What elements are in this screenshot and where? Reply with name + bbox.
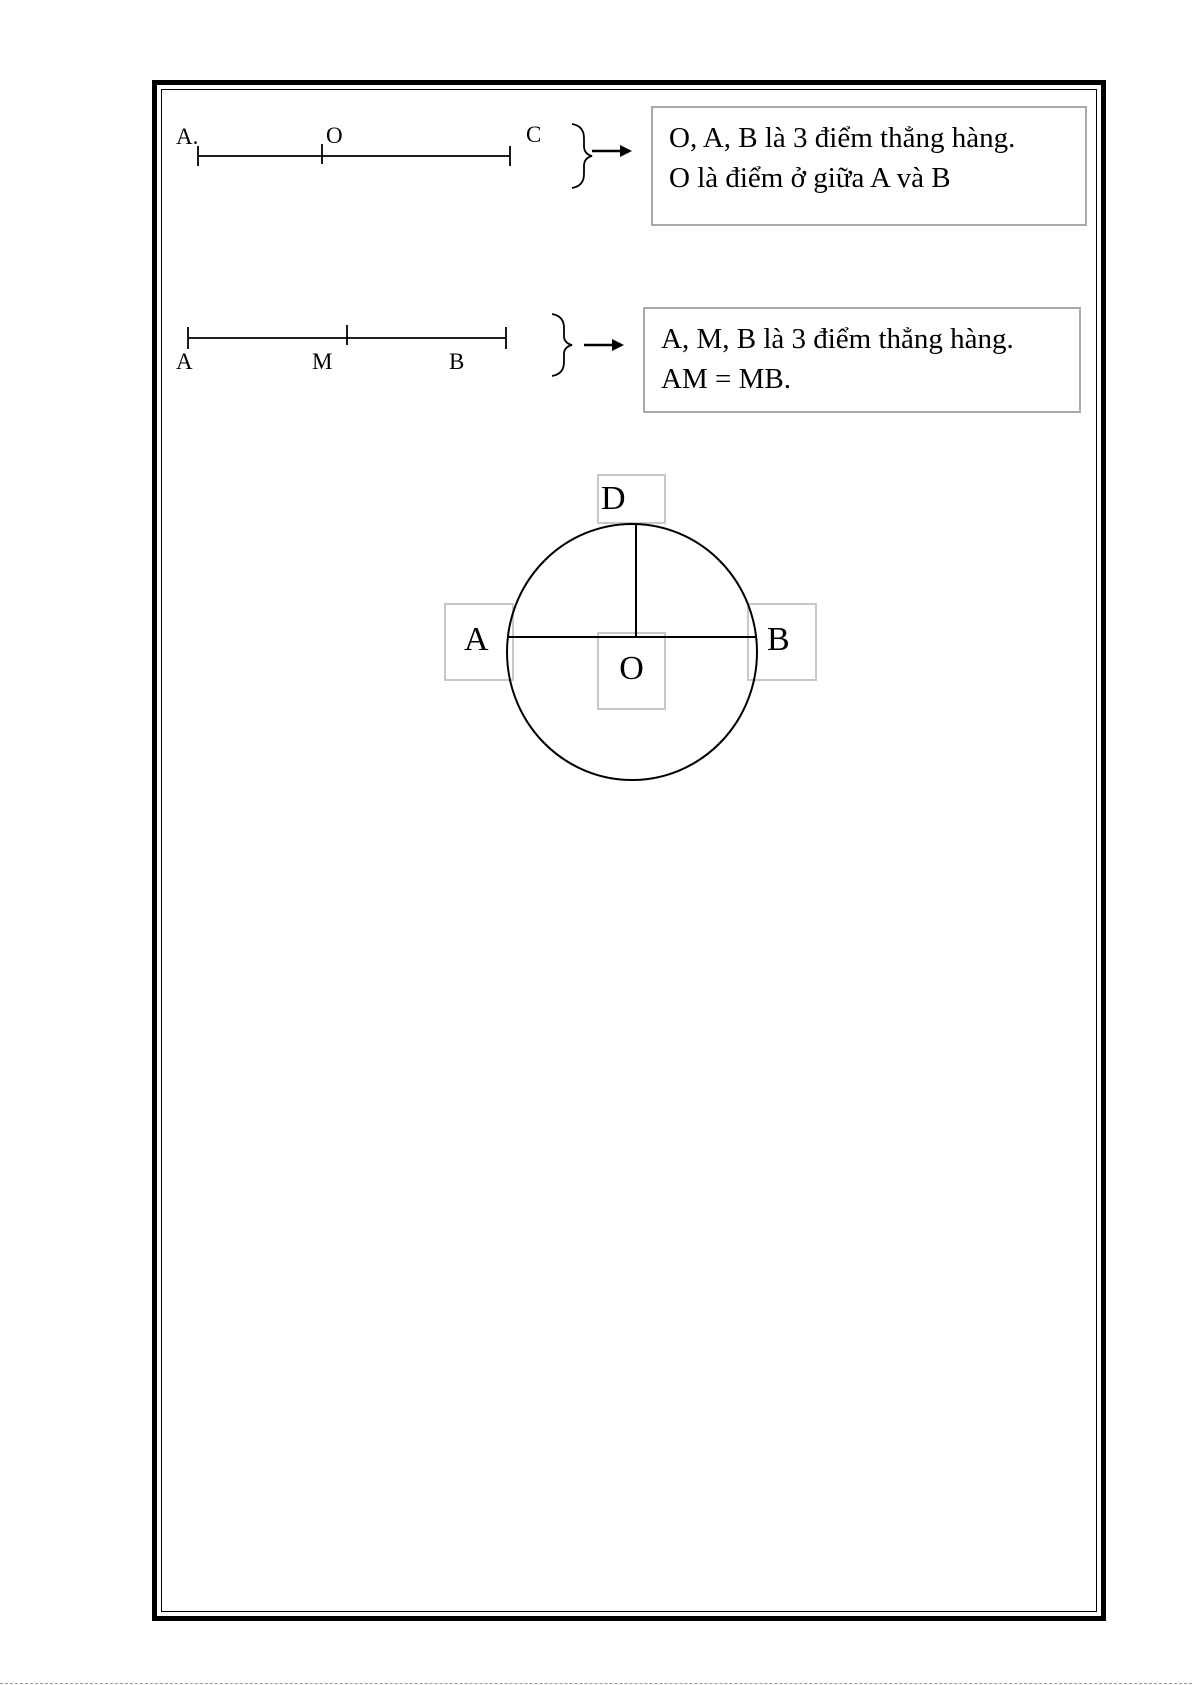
circle-label-b: B xyxy=(747,603,817,681)
segment2-label-m: M xyxy=(312,349,333,374)
segment1-label-a: A. xyxy=(176,124,199,149)
segment2-info-line-1: A, M, B là 3 điểm thẳng hàng. xyxy=(661,323,1014,355)
segment2-info-box xyxy=(643,307,1081,413)
page-bottom-rule xyxy=(0,1683,1192,1684)
segment1-info-box xyxy=(651,106,1087,226)
segment1-info-line-1: O, A, B là 3 điểm thẳng hàng. xyxy=(669,122,1016,154)
segment2-info-line-2: AM = MB. xyxy=(661,363,791,395)
circle-label-a: A xyxy=(444,603,514,681)
circle-label-d: D xyxy=(597,474,666,524)
segment1-label-o: O xyxy=(326,123,343,148)
segment1-label-c: C xyxy=(526,122,542,147)
segment2-label-a: A xyxy=(176,349,193,374)
circle-label-o: O xyxy=(597,632,666,710)
segment2-label-b: B xyxy=(449,349,465,374)
segment1-info-line-2: O là điểm ở giữa A và B xyxy=(669,162,951,194)
